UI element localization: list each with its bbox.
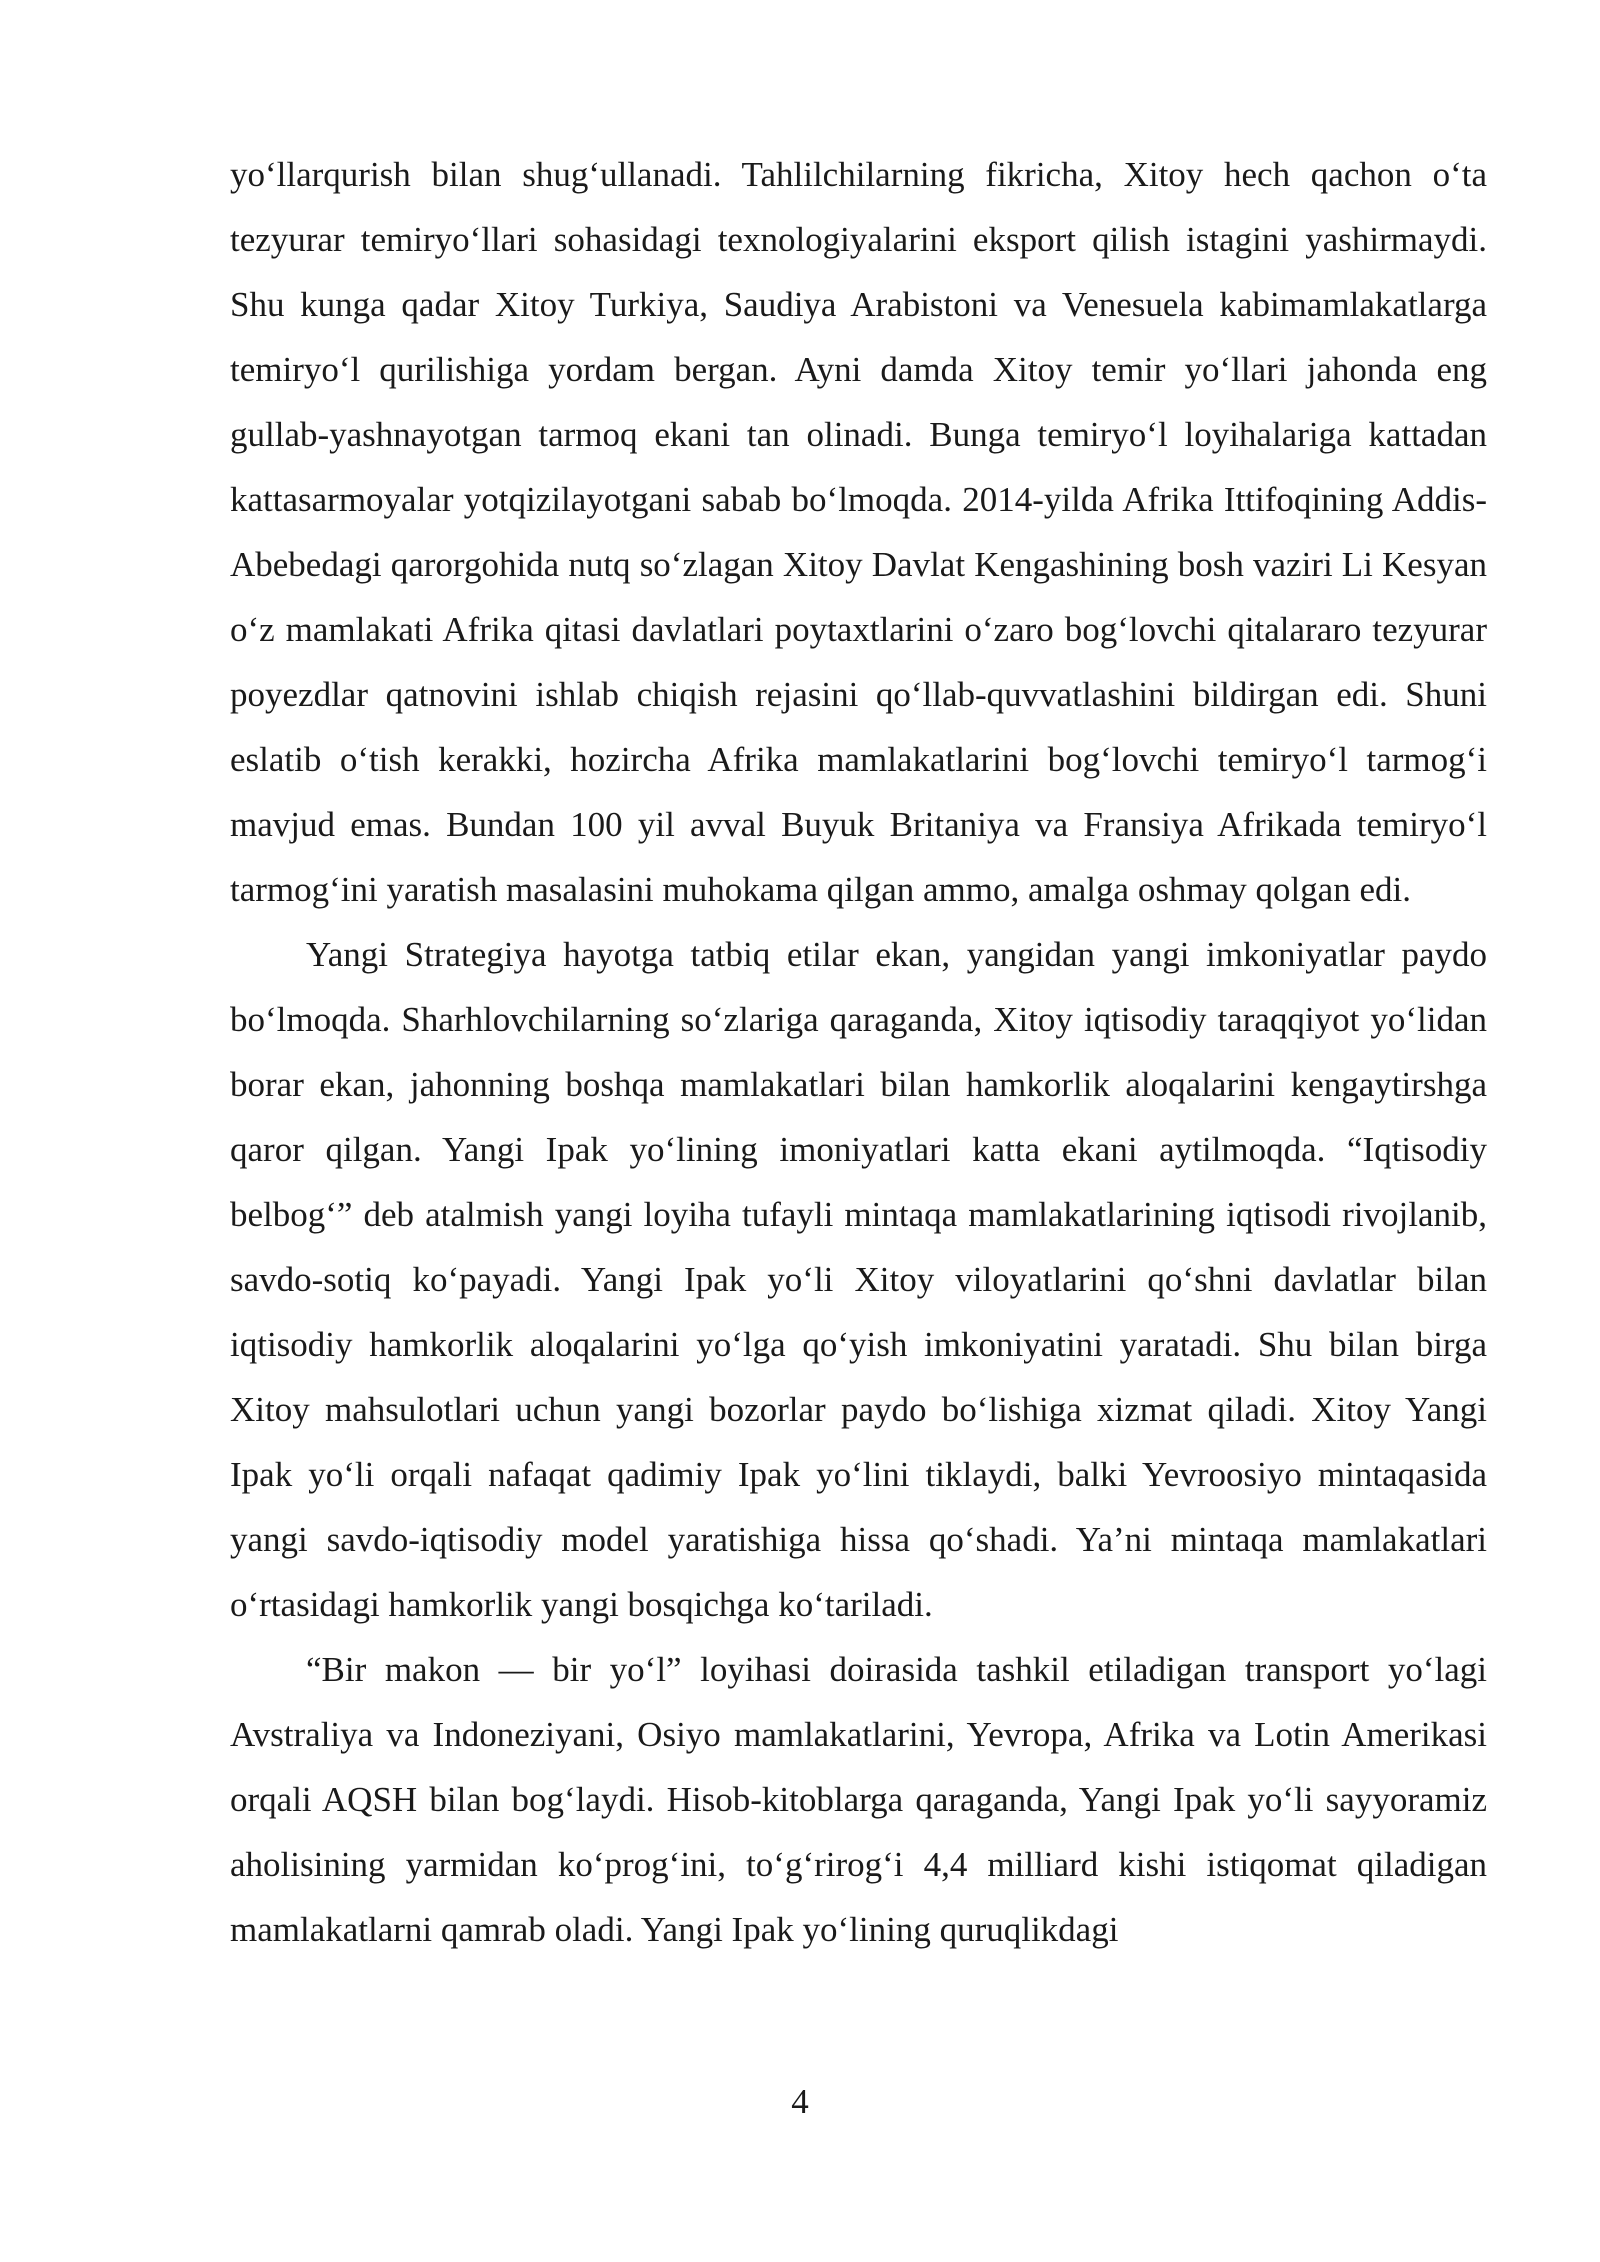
paragraph-3: “Bir makon — bir yo‘l” loyihasi doirasida tashkil etiladigan transport yo‘lagi Avstraliya va Indoneziyani, Osiyo mamlakatlarini, Yevropa, Afrika va Lotin Amerikasi orqali AQSH bilan bog‘laydi. Hisob-kitoblarga qaraganda, Yangi Ipak yo‘li sayyoramiz aholisining yarmidan ko‘prog‘ini, to‘g‘rirog‘i 4,4 milliard kishi istiqomat qiladigan mamlakatlarni qamrab oladi. Yangi Ipak yo‘lining quruqlikdagi <box>230 1650 1487 1949</box>
page-number: 4 <box>791 2082 809 2121</box>
paragraph-1: yo‘llarqurish bilan shug‘ullanadi. Tahlilchilarning fikricha, Xitoy hech qachon o‘ta tezyurar temiryo‘llari sohasidagi texnologiyalarini eksport qilish istagini yashirmaydi. Shu kunga qadar Xitoy Turkiya, Saudiya Arabistoni va Venesuela kabimamlakatlarga temiryo‘l qurilishiga yordam bergan. Ayni damda Xitoy temir yo‘llari jahonda eng gullab-yashnayotgan tarmoq ekani tan olinadi. Bunga temiryo‘l loyihalariga kattadan kattasarmoyalar yotqizilayotgani sabab bo‘lmoqda. 2014-yilda Afrika Ittifoqining Addis-Abebedagi qarorgohida nutq so‘zlagan Xitoy Davlat Kengashining bosh vaziri Li Kesyan o‘z mamlakati Afrika qitasi davlatlari poytaxtlarini o‘zaro bog‘lovchi qitalararo tezyurar poyezdlar qatnovini ishlab chiqish rejasini qo‘llab-quvvatlashini bildirgan edi. Shuni eslatib o‘tish kerakki, hozircha Afrika mamlakatlarini bog‘lovchi temiryo‘l tarmog‘i mavjud emas. Bundan 100 yil avval Buyuk Britaniya va Fransiya Afrikada temiryo‘l tarmog‘ini yaratish masalasini muhokama qilgan ammo, amalga oshmay qolgan edi. <box>230 155 1487 909</box>
document-page <box>230 142 1487 1962</box>
paragraph-2: Yangi Strategiya hayotga tatbiq etilar ekan, yangidan yangi imkoniyatlar paydo bo‘lmoqda. Sharhlovchilarning so‘zlariga qaraganda, Xitoy iqtisodiy taraqqiyot yo‘lidan borar ekan, jahonning boshqa mamlakatlari bilan hamkorlik aloqalarini kengaytirshga qaror qilgan. Yangi Ipak yo‘lining imoniyatlari katta ekani aytilmoqda. “Iqtisodiy belbog‘” deb atalmish yangi loyiha tufayli mintaqa mamlakatlarining iqtisodi rivojlanib, savdo-sotiq ko‘payadi. Yangi Ipak yo‘li Xitoy viloyatlarini qo‘shni davlatlar bilan iqtisodiy hamkorlik aloqalarini yo‘lga qo‘yish imkoniyatini yaratadi. Shu bilan birga Xitoy mahsulotlari uchun yangi bozorlar paydo bo‘lishiga xizmat qiladi. Xitoy Yangi Ipak yo‘li orqali nafaqat qadimiy Ipak yo‘lini tiklaydi, balki Yevroosiyo mintaqasida yangi savdo-iqtisodiy model yaratishiga hissa qo‘shadi. Ya’ni mintaqa mamlakatlari o‘rtasidagi hamkorlik yangi bosqichga ko‘tariladi. <box>230 935 1487 1624</box>
